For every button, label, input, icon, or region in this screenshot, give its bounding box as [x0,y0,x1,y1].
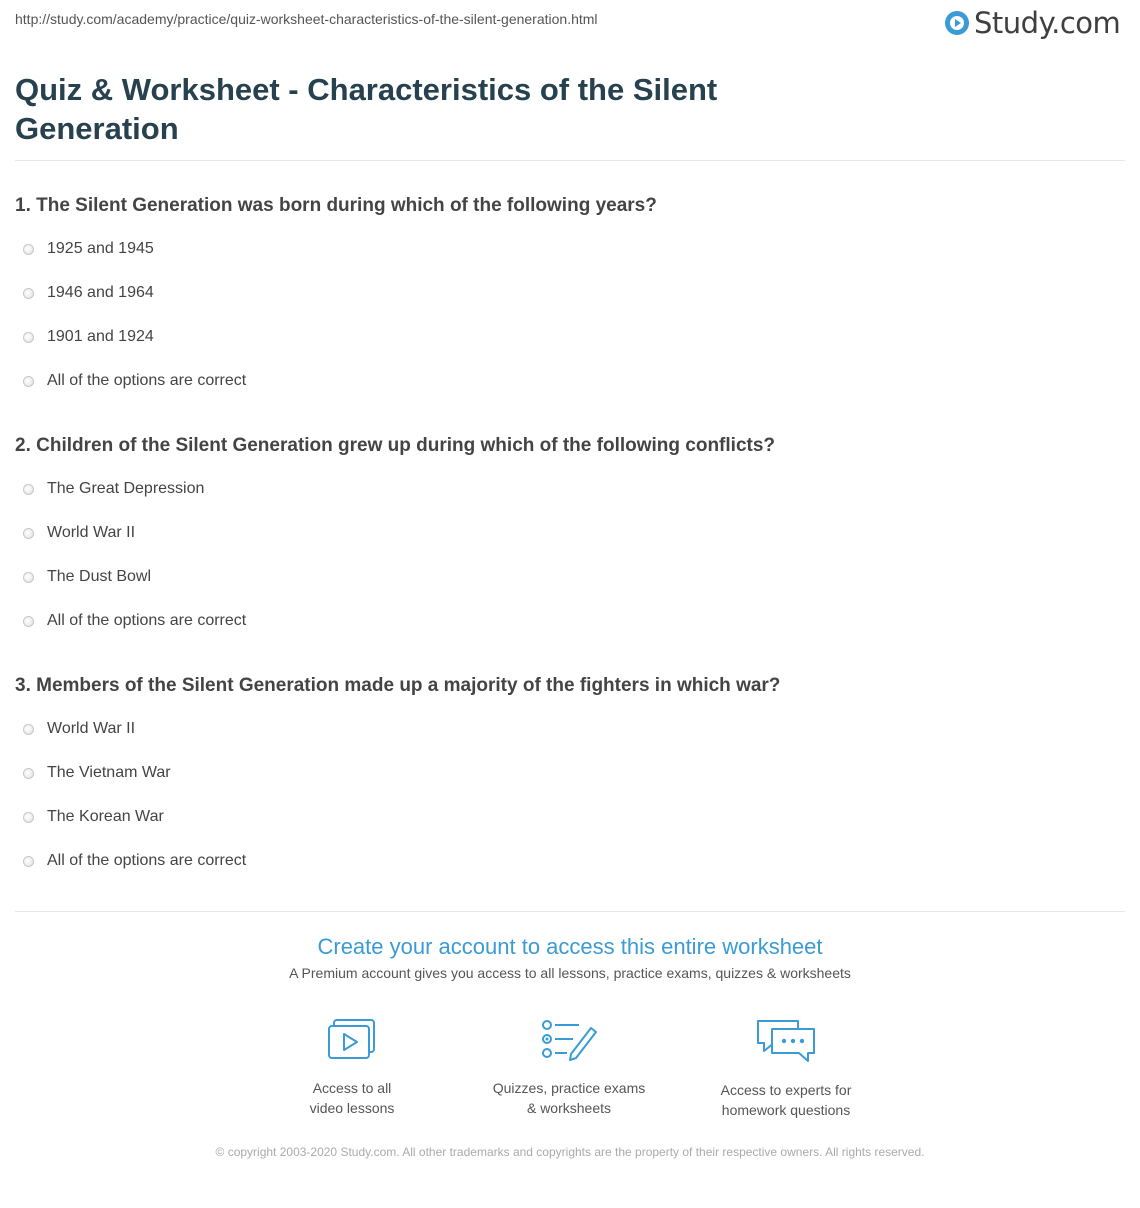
divider [15,160,1125,161]
option-label: All of the options are correct [47,612,247,629]
answer-option[interactable] [15,839,1115,883]
divider [15,911,1125,912]
option-label: World War II [47,720,136,737]
answer-option[interactable] [15,795,1115,839]
radio-button[interactable] [23,376,34,387]
logo-text: Study.com [974,6,1121,40]
answer-option[interactable] [15,599,1115,643]
option-label: World War II [47,524,136,541]
copyright-notice: © copyright 2003-2020 Study.com. All other trademarks and copyrights are the property of their respective owners. All rights reserved. [215,1145,925,1159]
option-label: The Korean War [47,808,164,825]
radio-button[interactable] [23,812,34,823]
create-account-link[interactable]: Create your account to access this entire worksheet [317,934,823,959]
question-1 [15,194,1115,403]
option-label: 1925 and 1945 [47,240,154,257]
radio-button[interactable] [23,332,34,343]
signup-promo [0,934,1140,981]
radio-button[interactable] [23,724,34,735]
radio-button[interactable] [23,244,34,255]
page-title: Quiz & Worksheet - Characteristics of the Silent Generation [15,72,718,146]
question-text: 1. The Silent Generation was born during which of the following years? [15,195,657,216]
answer-option[interactable] [15,315,1115,359]
page-url: http://study.com/academy/practice/quiz-worksheet-characteristics-of-the-silent-generation.html [15,11,598,27]
question-2 [15,434,1115,643]
answer-option[interactable] [15,271,1115,315]
option-label: The Dust Bowl [47,568,152,585]
premium-description: A Premium account gives you access to all lessons, practice exams, quizzes & worksheets [289,965,851,981]
answer-option[interactable] [15,555,1115,599]
option-label: All of the options are correct [47,372,247,389]
option-label: The Great Depression [47,480,205,497]
radio-button[interactable] [23,484,34,495]
study-logo[interactable] [944,6,1120,40]
option-list [15,467,1115,643]
answer-option[interactable] [15,467,1115,511]
question-text: 3. Members of the Silent Generation made up a majority of the fighters in which war? [15,675,781,696]
option-list [15,707,1115,883]
option-label: The Vietnam War [47,764,171,781]
radio-button[interactable] [23,572,34,583]
feature-label: Access to experts for homework questions [720,1082,852,1118]
option-list [15,227,1115,403]
option-label: 1946 and 1964 [47,284,154,301]
question-3 [15,674,1115,883]
radio-button[interactable] [23,528,34,539]
answer-option[interactable] [15,227,1115,271]
answer-option[interactable] [15,511,1115,555]
radio-button[interactable] [23,856,34,867]
play-logo-icon [944,10,970,36]
answer-option[interactable] [15,707,1115,751]
answer-option[interactable] [15,359,1115,403]
question-text: 2. Children of the Silent Generation grew up during which of the following conflicts? [15,435,776,456]
video-lessons-icon [326,1018,378,1062]
quiz-checklist-icon [541,1018,597,1062]
feature-quizzes [469,1018,669,1118]
radio-button[interactable] [23,616,34,627]
feature-video-lessons [252,1018,452,1118]
option-label: All of the options are correct [47,852,247,869]
radio-button[interactable] [23,768,34,779]
radio-button[interactable] [23,288,34,299]
feature-label: Access to all video lessons [309,1080,395,1116]
chat-bubbles-icon [754,1018,818,1064]
feature-experts [686,1018,886,1120]
option-label: 1901 and 1924 [47,328,154,345]
feature-label: Quizzes, practice exams & worksheets [492,1080,646,1116]
answer-option[interactable] [15,751,1115,795]
